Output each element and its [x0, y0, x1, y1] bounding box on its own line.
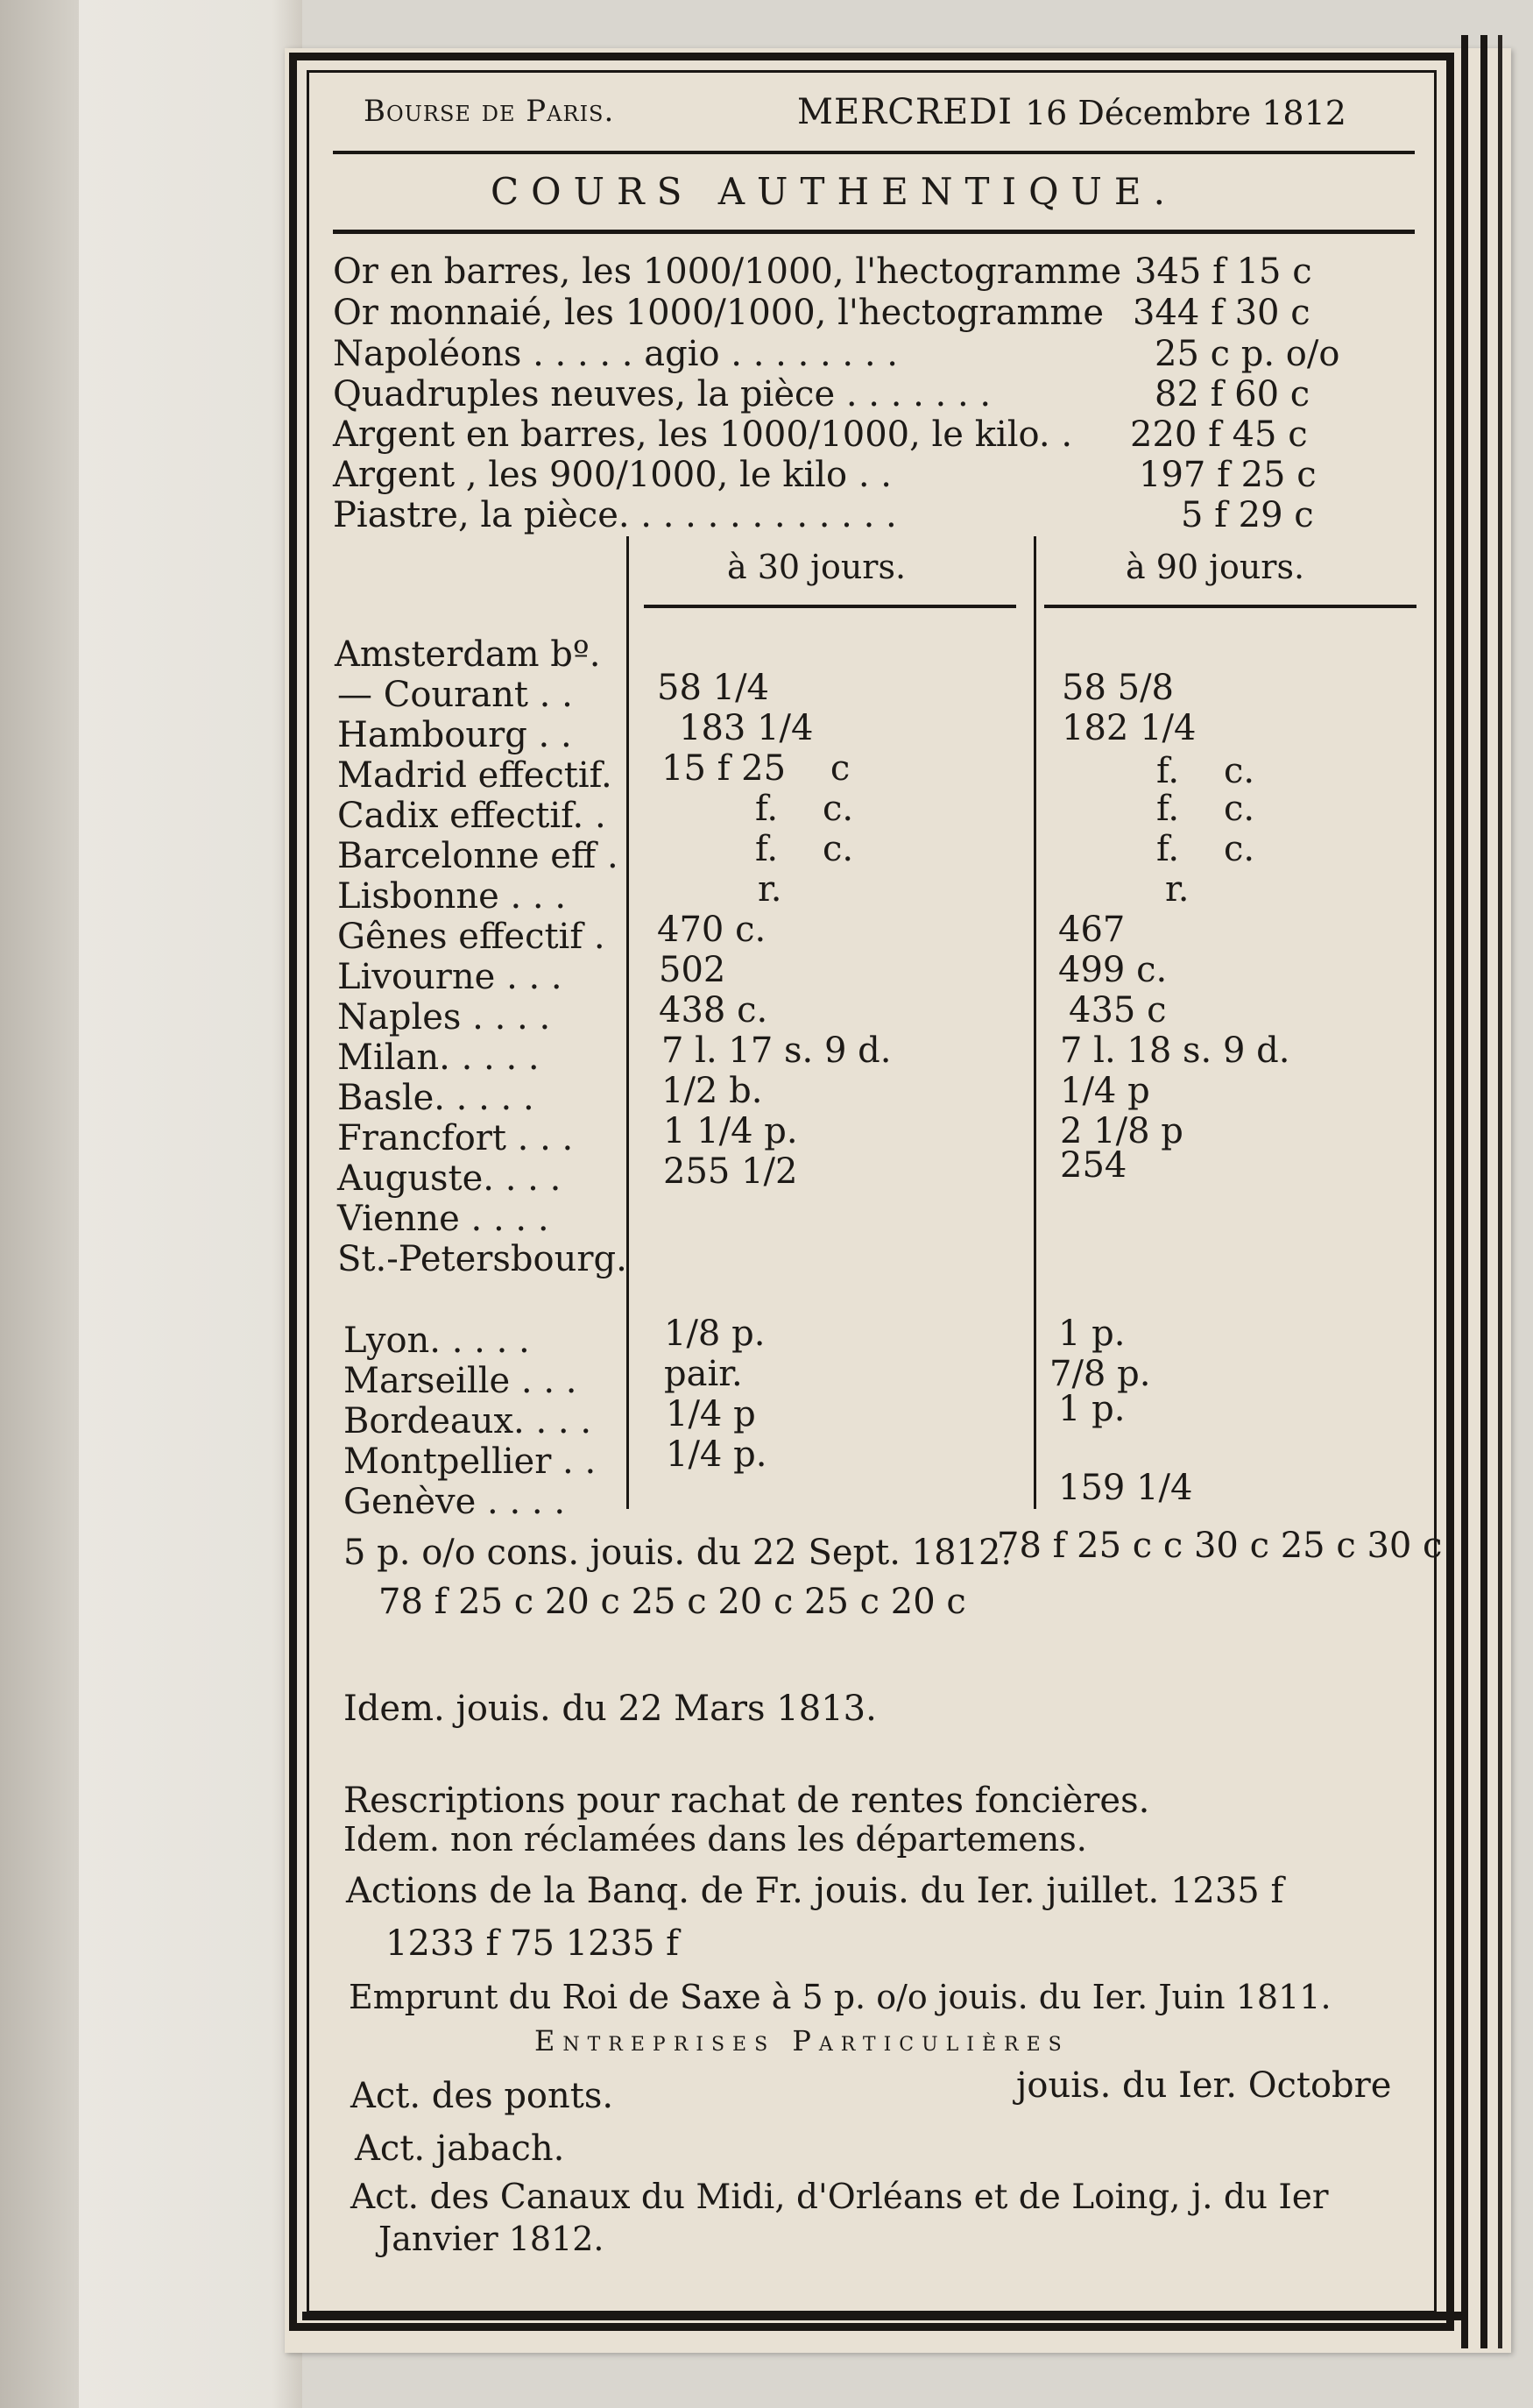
- rate-90: 435 c: [1069, 990, 1167, 1030]
- exchange-place: Auguste. . . .: [337, 1158, 562, 1199]
- domestic-place: Montpellier . .: [343, 1441, 597, 1482]
- rate-90: 1 p.: [1058, 1389, 1126, 1429]
- exchange-place: Gênes effectif .: [337, 917, 605, 957]
- rate-30: 1/8 p.: [664, 1314, 766, 1354]
- rentes-idem: Idem. jouis. du 22 Mars 1813.: [343, 1689, 877, 1729]
- metal-value: 197 f 25 c: [1139, 455, 1317, 495]
- rate-30: 1/4 p: [666, 1394, 756, 1434]
- rate-30: pair.: [664, 1354, 743, 1394]
- rate-90: 7/8 p.: [1049, 1354, 1151, 1394]
- exchange-place: Hambourg . .: [337, 715, 572, 755]
- rate-30: 58 1/4: [657, 668, 769, 708]
- rate-90: f. c.: [1156, 789, 1255, 829]
- metal-value: 82 f 60 c: [1155, 374, 1310, 414]
- rate-90: r.: [1165, 869, 1190, 910]
- rate-90: 467: [1058, 910, 1126, 950]
- rate-30: 15 f 25 c: [661, 748, 851, 789]
- rate-30: r.: [758, 869, 782, 910]
- rate-30: 1 1/4 p.: [663, 1111, 798, 1151]
- rescriptions-line: Rescriptions pour rachat de rentes foncières.: [343, 1781, 1150, 1821]
- column-divider-right: [1034, 536, 1036, 1509]
- rate-90: 159 1/4: [1058, 1468, 1193, 1508]
- domestic-place: Genève . . . .: [343, 1482, 566, 1522]
- act-canaux-date: Janvier 1812.: [378, 2220, 604, 2258]
- rate-30: 1/2 b.: [661, 1071, 763, 1111]
- bottom-border-rule: [302, 2312, 1467, 2320]
- exchange-place: Amsterdam bº.: [335, 634, 601, 675]
- header-date: 16 Décembre 1812: [1025, 94, 1346, 132]
- metal-label: Or en barres, les 1000/1000, l'hectogramme: [333, 251, 1122, 292]
- header-day: MERCREDI: [797, 92, 1014, 132]
- right-border-rules: [1461, 35, 1514, 2348]
- exchange-place: — Courant . .: [337, 675, 573, 715]
- rate-30: 1/4 p.: [666, 1434, 767, 1475]
- rate-30: 438 c.: [659, 990, 768, 1030]
- rate-90: 7 l. 18 s. 9 d.: [1060, 1030, 1290, 1071]
- exchange-place: St.-Petersbourg.: [337, 1239, 627, 1279]
- rate-90: f. c.: [1156, 829, 1255, 869]
- page-title: COURS AUTHENTIQUE.: [491, 170, 1177, 213]
- metal-value: 344 f 30 c: [1133, 293, 1310, 333]
- rate-30: 183 1/4: [679, 708, 814, 748]
- exchange-place: Basle. . . . .: [337, 1078, 534, 1118]
- exchange-place: Francfort . . .: [337, 1118, 574, 1158]
- book-spine: [0, 0, 79, 2408]
- rate-30: 502: [659, 950, 726, 990]
- act-jabach-line: Act. jabach.: [355, 2128, 565, 2169]
- metal-value: 25 c p. o/o: [1155, 334, 1340, 374]
- rate-90: 499 c.: [1058, 950, 1168, 990]
- emprunt-saxe-line: Emprunt du Roi de Saxe à 5 p. o/o jouis. du Ier. Juin 1811.: [349, 1978, 1332, 2016]
- entreprises-heading: Entreprises Particulières: [534, 2024, 1070, 2057]
- header-rule: [333, 151, 1415, 154]
- actions-banque-values: 1233 f 75 1235 f: [385, 1923, 679, 1964]
- domestic-place: Lyon. . . . .: [343, 1321, 530, 1361]
- metal-label: Quadruples neuves, la pièce . . . . . . .: [333, 374, 992, 414]
- metal-value: 345 f 15 c: [1134, 251, 1312, 292]
- rate-30: 470 c.: [657, 910, 766, 950]
- metal-value: 220 f 45 c: [1130, 414, 1308, 455]
- domestic-place: Bordeaux. . . .: [343, 1401, 592, 1441]
- exchange-place: Madrid effectif.: [337, 755, 612, 796]
- metal-label: Napoléons . . . . . agio . . . . . . . .: [333, 334, 898, 374]
- exchange-place: Milan. . . . .: [337, 1038, 540, 1078]
- exchange-place: Vienne . . . .: [337, 1199, 549, 1239]
- bourse-label: Bourse de Paris.: [364, 94, 615, 129]
- exchange-place: Barcelonne eff .: [337, 836, 618, 876]
- rate-90: 182 1/4: [1062, 708, 1197, 748]
- rate-30: f. c.: [755, 829, 854, 869]
- rate-30: 7 l. 17 s. 9 d.: [661, 1030, 892, 1071]
- rate-30: 255 1/2: [663, 1151, 798, 1192]
- act-canaux-line: Act. des Canaux du Midi, d'Orléans et de Loing, j. du Ier: [350, 2178, 1329, 2217]
- exchange-place: Livourne . . .: [337, 957, 562, 997]
- exchange-place: Lisbonne . . .: [337, 876, 567, 917]
- metal-label: Argent en barres, les 1000/1000, le kilo. .: [333, 414, 1073, 455]
- rentes-values: 78 f 25 c c 30 c 25 c 30 c: [997, 1526, 1443, 1566]
- column-header-30: à 30 jours.: [727, 548, 907, 586]
- metal-label: Or monnaié, les 1000/1000, l'hectogramme: [333, 293, 1104, 333]
- domestic-place: Marseille . . .: [343, 1361, 577, 1401]
- rate-90: 254: [1060, 1145, 1127, 1186]
- rate-90: 1 p.: [1058, 1314, 1126, 1354]
- column-header-90: à 90 jours.: [1126, 548, 1305, 586]
- metal-label: Piastre, la pièce. . . . . . . . . . . . .: [333, 495, 897, 535]
- actions-banque-line: Actions de la Banq. de Fr. jouis. du Ier. juillet. 1235 f: [346, 1871, 1284, 1911]
- exchange-place: Naples . . . .: [337, 997, 551, 1038]
- column-header-rule: [644, 605, 1016, 608]
- rescriptions-idem-line: Idem. non réclamées dans les départemens.: [343, 1820, 1087, 1859]
- rate-90: f. c.: [1156, 751, 1255, 791]
- rate-30: f. c.: [755, 789, 854, 829]
- rate-90: 1/4 p: [1060, 1071, 1150, 1111]
- act-ponts-line: Act. des ponts.: [350, 2076, 614, 2116]
- metal-value: 5 f 29 c: [1181, 495, 1314, 535]
- column-divider-left: [626, 536, 629, 1509]
- metal-label: Argent , les 900/1000, le kilo . .: [333, 455, 892, 495]
- rate-90: 58 5/8: [1062, 668, 1174, 708]
- title-rule: [333, 230, 1415, 234]
- exchange-place: Cadix effectif. .: [337, 796, 606, 836]
- column-header-rule: [1044, 605, 1416, 608]
- rate-90: 2 1/8 p: [1060, 1111, 1183, 1151]
- rentes-line: 5 p. o/o cons. jouis. du 22 Sept. 1812.: [343, 1533, 1013, 1573]
- rentes-values-continued: 78 f 25 c 20 c 25 c 20 c 25 c 20 c: [378, 1582, 966, 1622]
- act-ponts-jouis: jouis. du Ier. Octobre: [1016, 2065, 1392, 2106]
